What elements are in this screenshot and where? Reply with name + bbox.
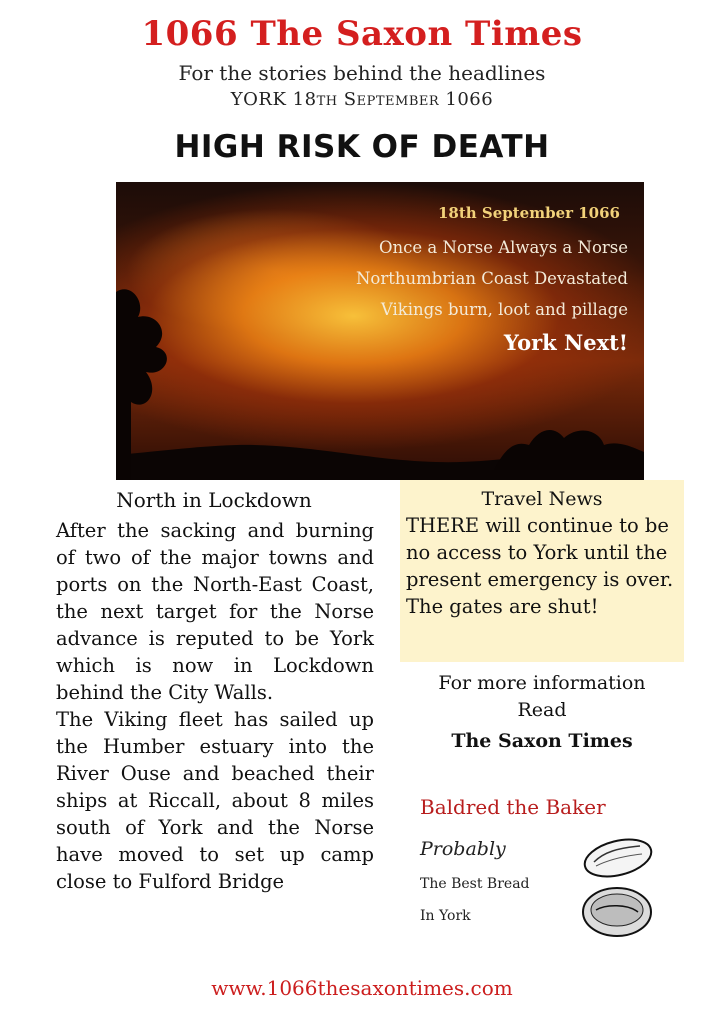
tree-silhouette-icon — [116, 272, 186, 480]
bakery-ad-line-1: The Best Bread — [420, 876, 530, 892]
travel-news-box — [400, 480, 684, 662]
hero-line-2: Northumbrian Coast Devastated — [355, 269, 628, 288]
footer-url[interactable]: www.1066thesaxontimes.com — [211, 976, 513, 1000]
travel-news-gates: The gates are shut! — [406, 595, 599, 618]
more-info-brand: The Saxon Times — [451, 730, 633, 752]
tree-silhouette-right-icon — [494, 410, 644, 470]
article-paragraph-2: The Viking fleet has sailed up the Humber estuary into the River Ouse and beached their ships at Riccall, about 8 miles south of York and the Norse have moved to set up camp close to Fulford Bridge — [56, 708, 374, 893]
bakery-ad-line-2: In York — [420, 908, 471, 924]
more-info-block — [400, 670, 684, 755]
hero-line-3: Vikings burn, loot and pillage — [380, 300, 628, 319]
hero-line-1: Once a Norse Always a Norse — [379, 238, 628, 257]
article-title: North in Lockdown — [116, 488, 312, 512]
hero-line-4: York Next! — [503, 330, 628, 355]
more-info-line: For more information — [438, 672, 646, 694]
masthead-title: 1066 The Saxon Times — [141, 14, 583, 54]
travel-news-text: THERE will continue to be no access to York until the present emergency is over. — [406, 514, 674, 591]
travel-news-title: Travel News — [481, 488, 603, 510]
article-paragraph-1: After the sacking and burning of two of the major towns and ports on the North-East Coast, the next target for the Norse advance is reputed to be York which is now in Lockdown behind the City Walls. — [56, 519, 374, 704]
hero-date: 18th September 1066 — [437, 204, 620, 222]
dateline: YORK 18th September 1066 — [230, 89, 494, 110]
hero-fire-image — [116, 182, 644, 480]
round-loaf-icon — [578, 882, 656, 940]
bakery-ad-probably: Probably — [420, 838, 506, 860]
main-headline: HIGH RISK OF DEATH — [174, 129, 550, 165]
bakery-ad-title: Baldred the Baker — [420, 795, 606, 819]
article-body — [56, 517, 374, 895]
more-info-read: Read — [517, 699, 567, 721]
bread-loaf-icon — [578, 834, 656, 880]
masthead-tagline: For the stories behind the headlines — [178, 61, 546, 85]
